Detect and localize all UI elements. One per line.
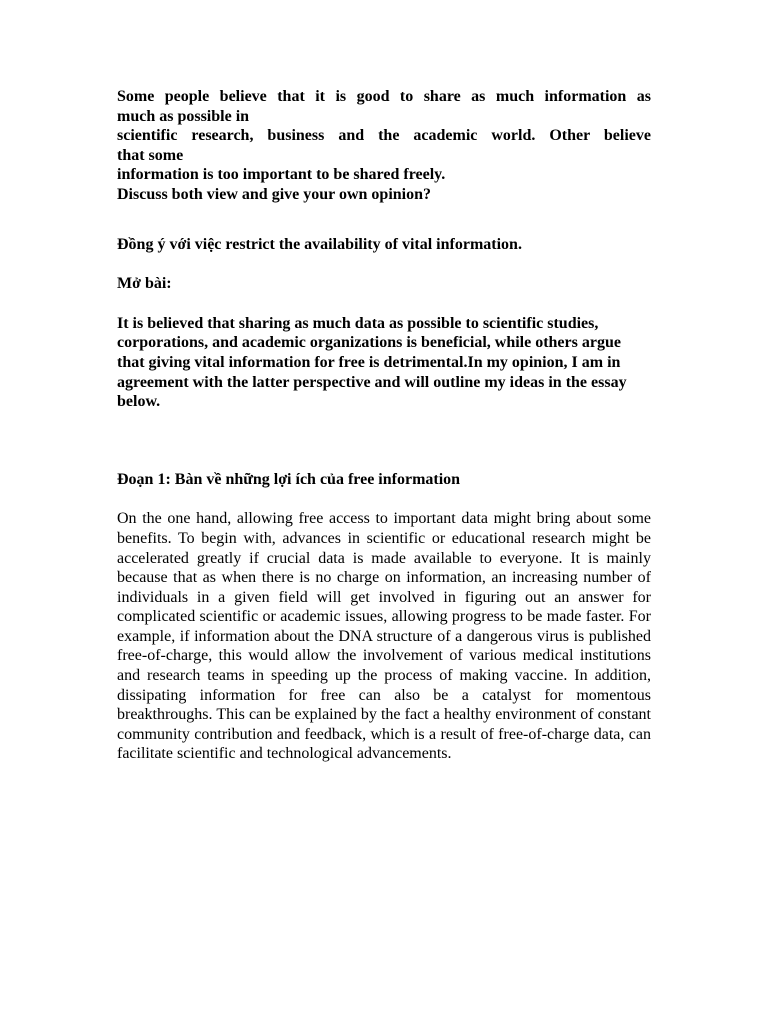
paragraph1-heading: Đoạn 1: Bàn về những lợi ích của free information (117, 470, 461, 488)
prompt-line: information is too important to be shared freely. (117, 166, 446, 184)
stance-statement: Đồng ý với việc restrict the availability of vital information. (117, 235, 522, 253)
prompt-line: scientific research, business and the academic world. Other believe (117, 127, 651, 145)
intro-heading: Mở bài: (117, 275, 172, 293)
prompt-line: that some (117, 146, 184, 164)
paragraph1-body: On the one hand, allowing free access to important data might bring about some benefits. To begin with, advances in scientific or educational research might be accelerated greatly if crucial data is made available to everyone. It is mainly because that as when there is no charge on information, an increasing number of individuals in a given field will get involved in figuring out an answer for complicated scientific or academic issues, allowing progress to be made faster. For example, if information about the DNA structure of a dangerous virus is published free-of-charge, this would allow the involvement of various medical institutions and research teams in speeding up the process of making vaccine. In addition, dissipating information for free can also be a catalyst for momentous breakthroughs. This can be explained by the fact a healthy environment of constant community contribution and feedback, which is a result of free-of-charge data, can facilitate scientific and technological advancements. (117, 510, 651, 763)
intro-paragraph: It is believed that sharing as much data as possible to scientific studies, corporations, and academic organizations is beneficial, while others argue that giving vital information for free is detrimental.In my opinion, I am in agreement with the latter perspective and will outline my ideas in the essay below. (117, 314, 627, 411)
prompt-line: Some people believe that it is good to share as much information as (117, 88, 651, 105)
prompt-line: much as possible in (117, 107, 250, 125)
document-page (117, 87, 651, 764)
prompt-line: Discuss both view and give your own opinion? (117, 185, 431, 203)
essay-prompt (117, 87, 651, 205)
